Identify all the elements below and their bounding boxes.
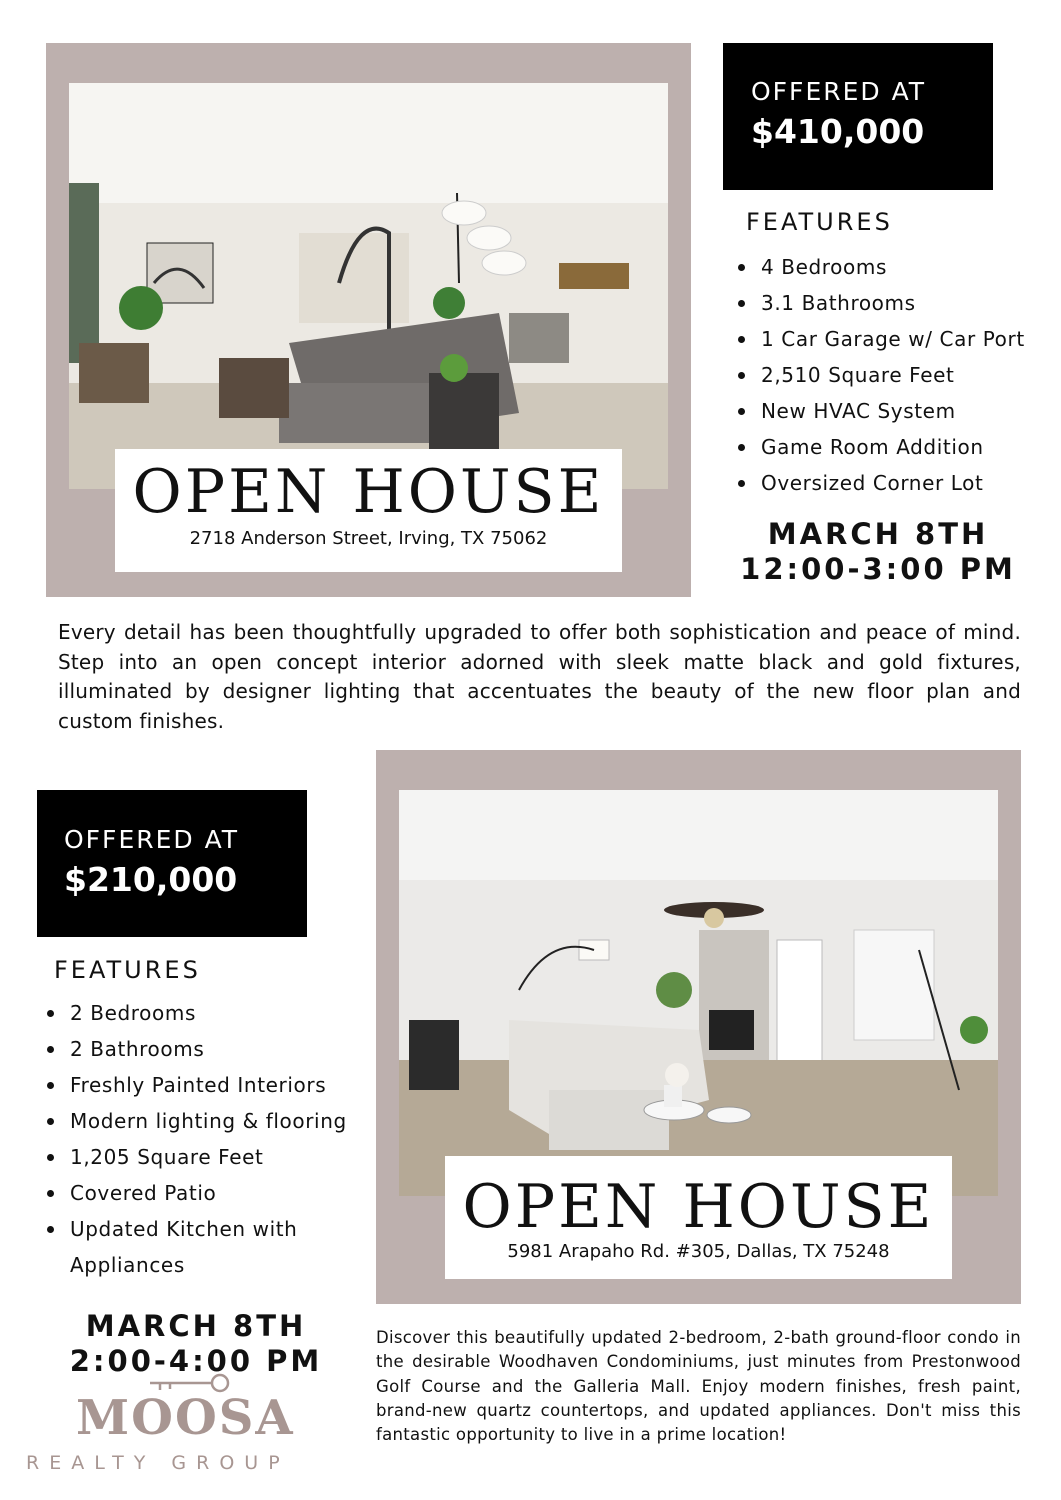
listing1-price: $410,000 [751, 112, 925, 151]
listing1-date: MARCH 8TH [767, 517, 989, 551]
listing2-features-heading: FEATURES [54, 956, 201, 984]
logo-subtitle: REALTY GROUP [26, 1452, 290, 1474]
listing1-date-time [718, 517, 1038, 587]
logo-name: MOOSA [76, 1390, 295, 1446]
listing2-features-list [44, 995, 374, 1283]
list-item: Modern lighting & flooring [44, 1103, 374, 1139]
list-item: Covered Patio [44, 1175, 374, 1211]
list-item: Freshly Painted Interiors [44, 1067, 374, 1103]
listing2-open-house-title: OPEN HOUSE [462, 1172, 935, 1242]
list-item: Updated Kitchen with [44, 1211, 374, 1247]
listing2-open-house-card [445, 1156, 952, 1279]
listing1-address: 2718 Anderson Street, Irving, TX 75062 [189, 528, 548, 549]
listing2-time: 2:00-4:00 PM [69, 1344, 323, 1378]
list-item: Game Room Addition [735, 429, 1055, 465]
moosa-logo [20, 1370, 340, 1480]
listing2-address: 5981 Arapaho Rd. #305, Dallas, TX 75248 [507, 1241, 890, 1262]
list-item: Appliances [70, 1253, 185, 1277]
listing1-open-house-card [115, 449, 622, 572]
listing1-living-room-photo [69, 83, 668, 489]
list-item: 1 Car Garage w/ Car Port [735, 321, 1055, 357]
list-item: New HVAC System [735, 393, 1055, 429]
listing1-price-box [723, 43, 993, 190]
list-item: 4 Bedrooms [735, 249, 1055, 285]
listing1-price-label: OFFERED AT [751, 77, 927, 106]
list-item: 2,510 Square Feet [735, 357, 1055, 393]
listing1-features-list [735, 249, 1055, 501]
listing2-price-box [37, 790, 307, 937]
listing1-features-heading: FEATURES [746, 208, 893, 236]
listing2-description: Discover this beautifully updated 2-bedroom, 2-bath ground-floor condo in the desirable Woodhaven Condominiums, just minutes from Prestonwood Golf Course and the Galleria Mall. Enjoy modern finishes, fresh paint, brand-new quartz countertops, and updated appliances. Don't miss this fantastic opportunity to live in a prime location! [376, 1328, 1021, 1445]
list-item: 1,205 Square Feet [44, 1139, 374, 1175]
listing2-price-label: OFFERED AT [64, 825, 240, 854]
list-item: 3.1 Bathrooms [735, 285, 1055, 321]
listing2-price: $210,000 [64, 860, 238, 899]
listing1-time: 12:00-3:00 PM [740, 552, 1016, 586]
list-item: 2 Bedrooms [44, 995, 374, 1031]
list-item: 2 Bathrooms [44, 1031, 374, 1067]
listing1-open-house-title: OPEN HOUSE [132, 457, 605, 527]
list-item: Oversized Corner Lot [735, 465, 1055, 501]
listing2-living-room-photo [399, 790, 998, 1196]
listing1-description: Every detail has been thoughtfully upgraded to offer both sophistication and peace of mind. Step into an open concept interior adorned with sleek matte black and gold fixtures, illuminated by designer lighting that accentuates the beauty of the new floor plan and custom finishes. [58, 620, 1021, 733]
listing2-date: MARCH 8TH [85, 1309, 307, 1343]
listing2-date-time [36, 1309, 356, 1379]
